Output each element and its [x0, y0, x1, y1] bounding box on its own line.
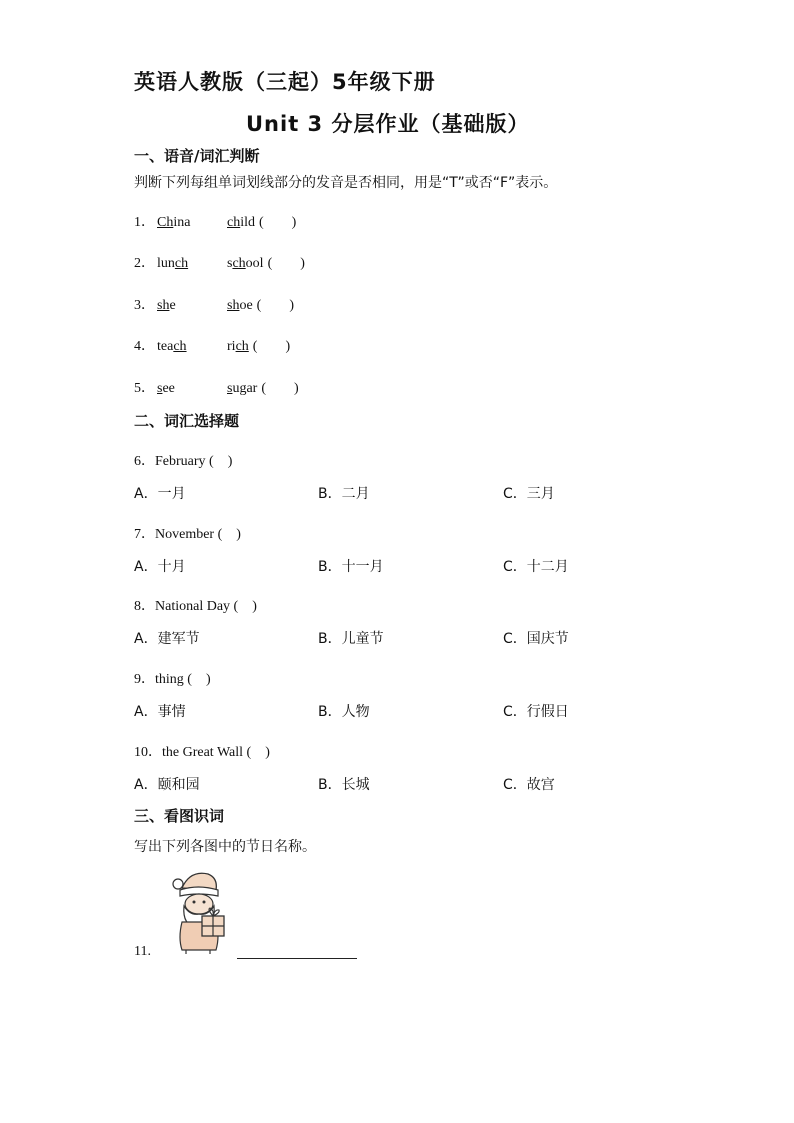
question-8-option-c[interactable]: C．国庆节: [503, 631, 569, 647]
underlined-letters: ch: [174, 256, 189, 271]
question-10-option-c[interactable]: C．故宫: [503, 777, 555, 793]
question-9-option-c[interactable]: C．行假日: [503, 704, 569, 720]
section-3-instruction: 写出下列各图中的节日名称。: [134, 839, 316, 855]
question-6-stem: 6．February ( ): [134, 454, 233, 469]
question-10-option-a[interactable]: A．颐和园: [134, 777, 200, 793]
word-2: [227, 339, 249, 354]
underlined-letters: ch: [232, 256, 246, 271]
word-1: [157, 381, 227, 397]
section-2-heading: 二、词汇选择题: [134, 412, 240, 430]
question-7-option-a[interactable]: A．十月: [134, 559, 186, 575]
word-part: ugar: [232, 381, 258, 396]
answer-blank-11[interactable]: [237, 958, 357, 959]
section-3-heading: 三、看图识词: [134, 807, 225, 825]
word-part: ee: [162, 381, 175, 396]
word-1: [157, 256, 227, 272]
underlined-letters: ch: [227, 215, 241, 230]
question-6-option-a[interactable]: A．一月: [134, 486, 186, 502]
answer-blank[interactable]: ( ): [256, 298, 294, 313]
question-8-option-b[interactable]: B．儿童节: [318, 631, 384, 647]
word-1: [157, 298, 227, 314]
section-1-instruction: 判断下列每组单词划线部分的发音是否相同，用是“T”或否“F”表示。: [134, 175, 558, 191]
underlined-letters: ch: [173, 339, 187, 354]
word-2: [227, 298, 253, 313]
word-part: tea: [157, 339, 174, 354]
question-number: 2．: [134, 256, 155, 271]
question-7-option-c[interactable]: C．十二月: [503, 559, 569, 575]
question-number: 5．: [134, 381, 155, 396]
phonics-question-4: [134, 335, 290, 355]
word-part: ild: [240, 215, 255, 230]
underlined-letters: sh: [157, 298, 170, 313]
document-subtitle: Unit 3 分层作业（基础版）: [246, 112, 530, 136]
question-9-option-a[interactable]: A．事情: [134, 704, 186, 720]
word-1: [157, 339, 227, 355]
phonics-question-5: [134, 377, 299, 397]
phonics-question-2: [134, 252, 305, 272]
answer-blank[interactable]: ( ): [252, 339, 291, 354]
question-6-option-b[interactable]: B．二月: [318, 486, 370, 502]
santa-icon: [160, 866, 240, 956]
word-part: s: [227, 256, 233, 271]
question-10-stem: 10．the Great Wall ( ): [134, 745, 270, 760]
question-6-option-c[interactable]: C．三月: [503, 486, 555, 502]
question-11-number: 11.: [134, 944, 151, 959]
word-part: e: [169, 298, 176, 313]
underlined-letters: Ch: [157, 215, 174, 230]
question-number: 4．: [134, 339, 155, 354]
word-1: [157, 215, 227, 231]
underlined-letters: s: [227, 381, 233, 396]
word-2: [227, 256, 264, 271]
question-9-stem: 9．thing ( ): [134, 672, 211, 687]
question-7-stem: 7．November ( ): [134, 527, 241, 542]
word-part: oe: [239, 298, 253, 313]
question-8-option-a[interactable]: A．建军节: [134, 631, 200, 647]
question-10-option-b[interactable]: B．长城: [318, 777, 370, 793]
underlined-letters: sh: [227, 298, 240, 313]
answer-blank[interactable]: ( ): [259, 215, 297, 230]
word-part: ri: [227, 339, 236, 354]
word-part: lun: [157, 256, 175, 271]
question-number: 3．: [134, 298, 155, 313]
question-8-stem: 8．National Day ( ): [134, 599, 257, 614]
word-part: ina: [173, 215, 191, 230]
phonics-question-1: [134, 211, 296, 231]
section-1-heading: 一、语音/词汇判断: [134, 147, 260, 165]
question-7-option-b[interactable]: B．十一月: [318, 559, 384, 575]
word-2: [227, 215, 255, 230]
answer-blank[interactable]: ( ): [261, 381, 299, 396]
answer-blank[interactable]: ( ): [267, 256, 305, 271]
document-title: 英语人教版（三起）5年级下册: [134, 70, 436, 94]
word-2: [227, 381, 257, 396]
underlined-letters: s: [157, 381, 163, 396]
underlined-letters: ch: [235, 339, 249, 354]
word-part: ool: [245, 256, 264, 271]
question-number: 1．: [134, 215, 155, 230]
phonics-question-3: [134, 294, 294, 314]
question-9-option-b[interactable]: B．人物: [318, 704, 370, 720]
